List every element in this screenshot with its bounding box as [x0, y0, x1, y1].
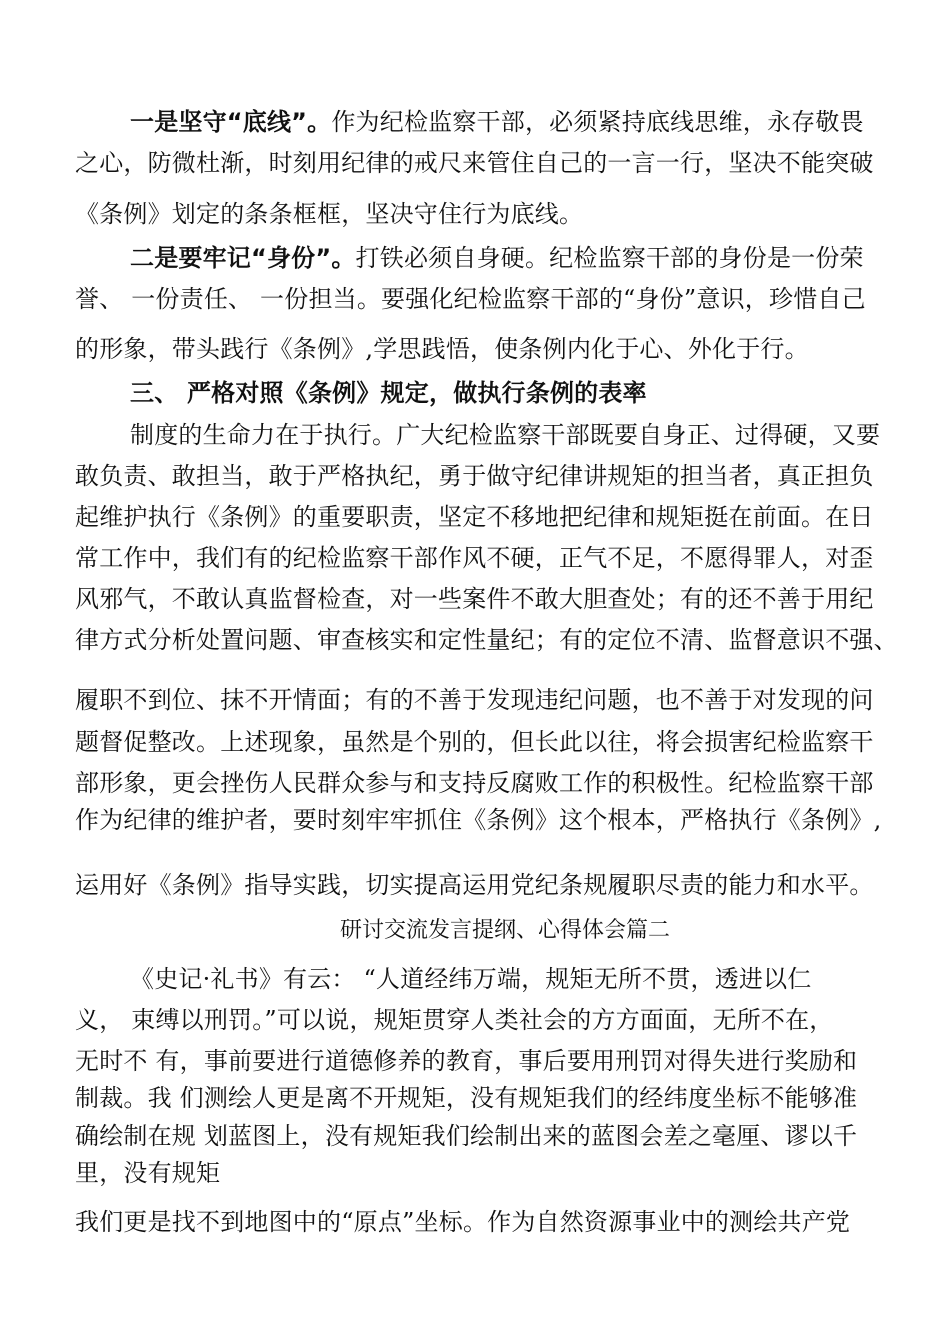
- paragraph-line: 风邪气，不敢认真监督检查，对一些案件不敢大胆查处；有的还不善于用纪: [75, 585, 874, 613]
- paragraph-line: 题督促整改。上述现象，虽然是个别的，但长此以往，将会损害纪检监察干: [75, 728, 874, 756]
- paragraph-line: 起维护执行《条例》的重要职责，坚定不移地把纪律和规矩挺在前面。在日: [75, 503, 874, 531]
- paragraph-heading: 一是坚守“底线”。: [130, 108, 332, 136]
- paragraph-line: 运用好《条例》指导实践，切实提高运用党纪条规履职尽责的能力和水平。: [75, 871, 874, 899]
- paragraph-line: 里，没有规矩: [75, 1159, 221, 1187]
- section-heading: 三、 严格对照《条例》规定，做执行条例的表率: [130, 379, 647, 407]
- paragraph-line: 我们更是找不到地图中的“原点”坐标。作为自然资源事业中的测绘共产党: [75, 1208, 851, 1236]
- paragraph-line: 常工作中，我们有的纪检监察干部作风不硬，正气不足，不愿得罪人，对歪: [75, 544, 874, 572]
- paragraph-line: [130, 243, 864, 273]
- paragraph-line: 誉、 一份责任、 一份担当。要强化纪检监察干部的“身份”意识，珍惜自己: [75, 285, 866, 313]
- paragraph-line: 确绘制在规 划蓝图上，没有规矩我们绘制出来的蓝图会差之毫厘、谬以千: [75, 1122, 858, 1150]
- paragraph-line: 《条例》划定的条条框框，坚决守住行为底线。: [75, 200, 584, 228]
- paragraph-line: 部形象，更会挫伤人民群众参与和支持反腐败工作的积极性。纪检监察干部: [75, 769, 874, 797]
- section-subtitle: 研讨交流发言提纲、心得体会篇二: [340, 918, 671, 943]
- paragraph-line: 制裁。我 们测绘人更是离不开规矩，没有规矩我们的经纬度坐标不能够准: [75, 1084, 858, 1112]
- paragraph-line: 之心，防微杜渐，时刻用纪律的戒尺来管住自己的一言一行，坚决不能突破: [75, 149, 874, 177]
- paragraph-line: 律方式分析处置问题、审查核实和定性量纪；有的定位不清、监督意识不强、: [75, 626, 898, 654]
- paragraph-line: 的形象，带头践行《条例》,学思践悟，使条例内化于心、外化于行。: [75, 335, 809, 363]
- paragraph-heading: 二是要牢记“身份”。: [130, 244, 356, 272]
- paragraph-line: 《史记·礼书》有云： “人道经纬万端，规矩无所不贯，透进以仁: [130, 965, 812, 993]
- paragraph-line: 履职不到位、抹不开情面；有的不善于发现违纪问题，也不善于对发现的问: [75, 686, 874, 714]
- paragraph-line: [130, 107, 864, 137]
- paragraph-text: 打铁必须自身硬。纪检监察干部的身份是一份荣: [355, 244, 864, 272]
- paragraph-line: 敢负责、敢担当，敢于严格执纪，勇于做守纪律讲规矩的担当者，真正担负: [75, 462, 874, 490]
- paragraph-line: 作为纪律的维护者，要时刻牢牢抓住《条例》这个根本，严格执行《条例》,: [75, 806, 882, 834]
- paragraph-line: 制度的生命力在于执行。广大纪检监察干部既要自身正、过得硬，又要: [130, 421, 881, 449]
- paragraph-text: 作为纪检监察干部，必须紧持底线思维，永存敬畏: [331, 108, 864, 136]
- paragraph-line: 无时不 有，事前要进行道德修养的教育，事后要用刑罚对得失进行奖励和: [75, 1047, 858, 1075]
- paragraph-line: 义， 束缚以刑罚。”可以说，规矩贯穿人类社会的方方面面，无所不在，: [75, 1006, 834, 1034]
